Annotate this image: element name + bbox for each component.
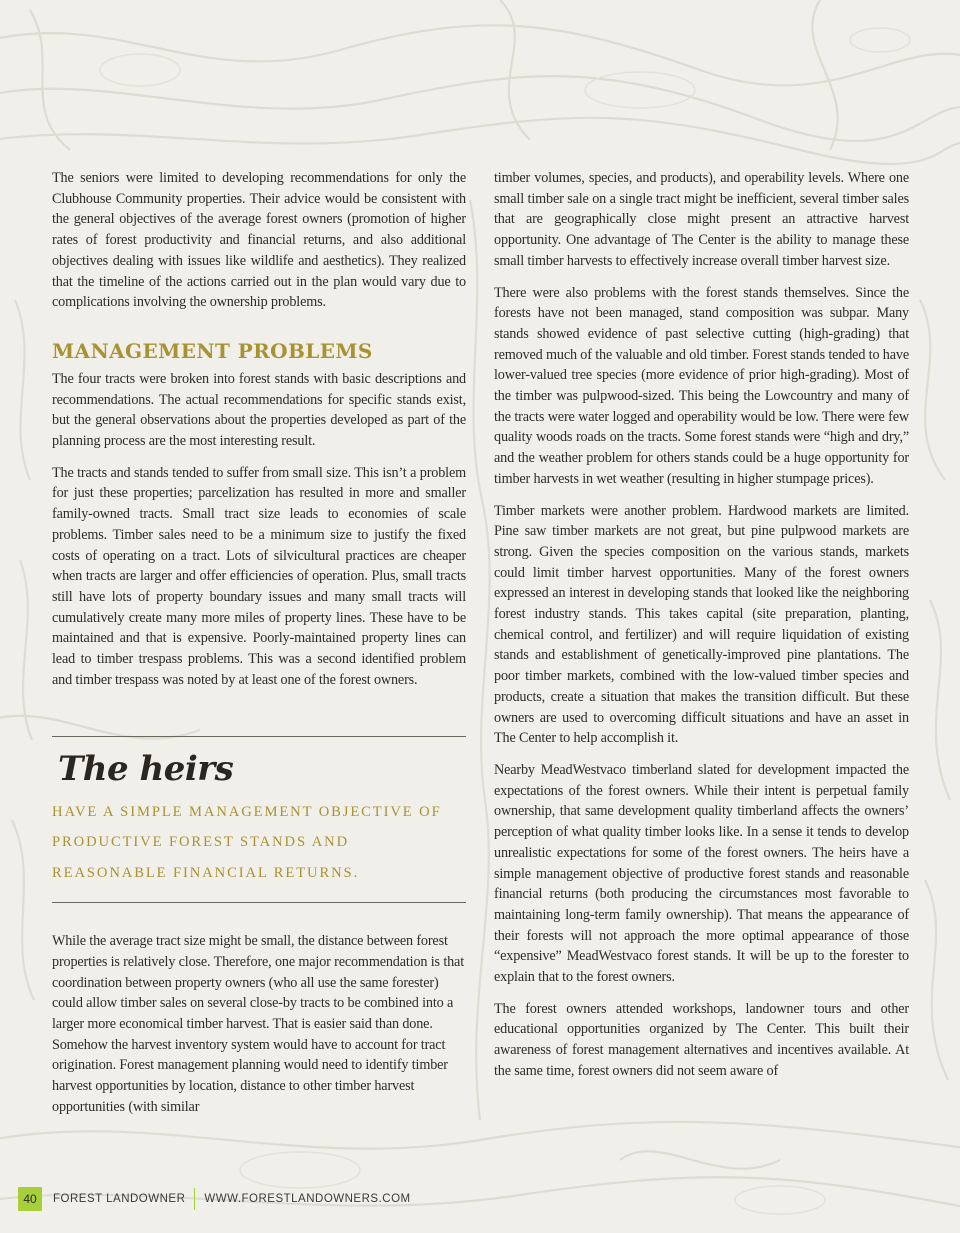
body-paragraph: Nearby MeadWestvaco timberland slated for development impacted the expectations of the forest owners. While their intent is perpetual family ownership, that same development quality timberland affects the owners’ perception of what quality timber looks like. In a sense it tends to develop unrealistic expectations for some of the forest owners. The heirs have a simple management objective of productive forest stands and reasonable financial returns (both producing the circumstances most favorable to maintaining long-term family ownership). That means the appearance of their forests will not approach the more optimal appearance of those “expensive” MeadWestvaco forest stands. It will be up to the forester to explain that to the forest owners. — [494, 761, 909, 986]
website-link[interactable]: WWW.FORESTLANDOWNERS.COM — [204, 1193, 411, 1205]
section-heading: MANAGEMENT PROBLEMS — [52, 338, 373, 363]
body-paragraph: The forest owners attended workshops, landowner tours and other educational opportunities organized by The Center. This built their awareness of forest management alternatives and incentives available. At the same time, forest owners did not seem aware of — [494, 1000, 909, 1079]
page-number: 40 — [18, 1187, 42, 1211]
body-paragraph: While the average tract size might be small, the distance between forest properties is relatively close. Therefore, one major recommendation is that coordination between property owners (who all use the same forester) could allow timber sales on several close-by tracts to be combined into a larger more economical timber harvest. That is easier said than done. Somehow the harvest inventory system would have to account for tract origination. Forest management planning would need to identify timber harvest opportunities by location, distance to other timber harvest opportunities (with similar — [52, 933, 464, 1115]
pull-quote-text: HAVE A SIMPLE MANAGEMENT OBJECTIVE OF PRODUCTIVE FOREST STANDS AND REASONABLE FINANCIAL RETURNS. — [52, 804, 442, 881]
divider — [52, 736, 466, 737]
publication-name: FOREST LANDOWNER — [53, 1193, 186, 1205]
body-paragraph: Timber markets were another problem. Hardwood markets are limited. Pine saw timber markets are not great, but pine pulpwood markets are strong. Given the species composition on the various stands, markets could limit timber harvest opportunities. Many of the forest owners expressed an interest in developing stands that looked like the neighboring forest industry stands. This takes capital (site preparation, planting, chemical control, and fertilizer) and will require liquidation of existing stands and establishment of genetically-improved pine plantations. The poor timber markets, combined with the low-valued timber species and products, create a situation that makes the transition difficult. But these owners are used to overcoming difficult situations and have an asset in The Center to help accomplish it. — [494, 502, 909, 747]
body-paragraph: The four tracts were broken into forest stands with basic descriptions and recommendations. The actual recommendations for specific stands exist, but the general observations about the properties developed as part of the planning process are the most interesting result. — [52, 370, 466, 450]
body-paragraph: The tracts and stands tended to suffer from small size. This isn’t a problem for just these properties; parcelization has resulted in more and smaller family-owned tracts. Small tract size leads to economies of scale problems. Timber sales need to be a minimum size to justify the fixed costs of operating on a tract. Lots of silvicultural practices are cheaper when tracts are larger and offer efficiencies of operation. Plus, small tracts still have lots of property boundary issues and many small tracts will cumulatively create many more miles of property lines. These have to be maintained and that is expensive. Poorly-maintained property lines can lead to timber trespass problems. This was a second identified problem and timber trespass was noted by at least one of the forest owners. — [52, 464, 466, 688]
right-column — [494, 168, 909, 1093]
footer-separator — [194, 1188, 195, 1210]
intro-paragraph: The seniors were limited to developing recommendations for only the Clubhouse Community properties. Their advice would be consistent with the general objectives of the average forest owners (promotion of higher rates of forest productivity and financial returns, and also additional objectives dealing with issues like wildlife and aesthetics). They realized that the timeline of the actions carried out in the plan would vary due to complications involving the ownership problems. — [52, 170, 466, 311]
body-paragraph: timber volumes, species, and products), and operability levels. Where one small timber sale on a single tract might be inefficient, several timber sales that are geographically close might present an attractive harvest opportunity. One advantage of The Center is the ability to manage these small timber harvests to effectively increase overall timber harvest size. — [494, 170, 909, 269]
left-column — [52, 168, 466, 701]
divider — [52, 902, 466, 903]
pull-quote — [52, 736, 466, 1129]
page-footer — [18, 1187, 411, 1211]
body-paragraph: There were also problems with the forest stands themselves. Since the forests have not been managed, stand composition was subpar. Many stands showed evidence of past selective cutting (high-grading) that removed much of the valuable and old timber. Forest stands tended to have lower-valued tree species (more evidence of prior high-grading). Most of the timber was pulpwood-sized. This being the Lowcountry and many of the tracts were water logged and operability would be low. There were few quality woods roads on the tracts. Some forest stands were “high and dry,” and the weather problem for others stands could be a huge opportunity for timber harvests in wet weather (resulting in higher stumpage prices). — [494, 284, 909, 487]
pull-quote-title: The heirs — [58, 749, 234, 789]
